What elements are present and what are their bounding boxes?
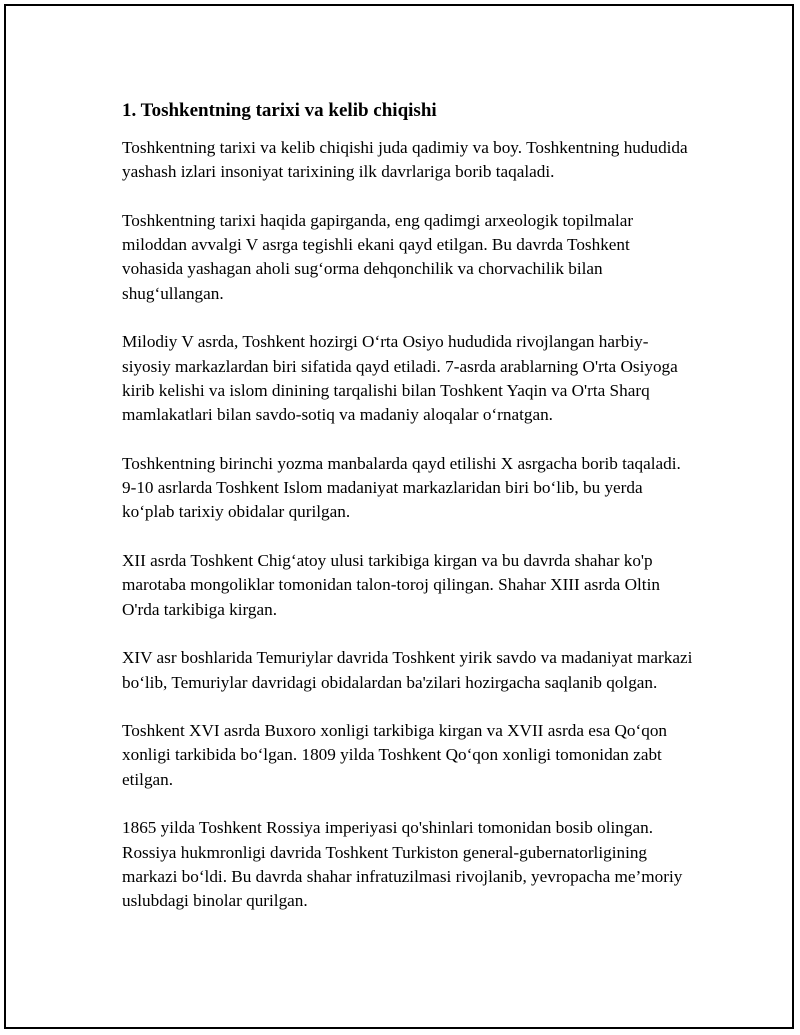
paragraph: Toshkent XVI asrda Buxoro xonligi tarkibiga kirgan va XVII asrda esa Qo‘qon xonligi tarkibida bo‘lgan. 1809 yilda Toshkent Qo‘qon xonligi tomonidan zabt etilgan. bbox=[122, 721, 668, 789]
paragraph: XII asrda Toshkent Chig‘atoy ulusi tarkibiga kirgan va bu davrda shahar ko'p marotaba mongoliklar tomonidan talon-toroj qilingan. Shahar XIII asrda Oltin O'rda tarkibiga kirgan. bbox=[122, 551, 660, 619]
document-title: 1. Toshkentning tarixi va kelib chiqishi bbox=[122, 100, 437, 121]
paragraph: XIV asr boshlarida Temuriylar davrida Toshkent yirik savdo va madaniyat markazi bo‘lib, Temuriylar davridagi obidalardan ba'zilari hozirgacha saqlanib qolgan. bbox=[122, 648, 693, 692]
page-frame bbox=[4, 4, 794, 1029]
paragraph: Toshkentning tarixi va kelib chiqishi juda qadimiy va boy. Toshkentning hududida yashash izlari insoniyat tarixining ilk davrlariga borib taqaladi. bbox=[122, 138, 688, 182]
paragraph: Toshkentning tarixi haqida gapirganda, eng qadimgi arxeologik topilmalar miloddan avvalgi V asrga tegishli ekani qayd etilgan. Bu davrda Toshkent vohasida yashagan aholi sug‘orma dehqonchilik va chorvachilik bilan shug‘ullangan. bbox=[122, 210, 634, 303]
paragraph: Milodiy V asrda, Toshkent hozirgi O‘rta Osiyo hududida rivojlangan harbiy-siyosiy markazlardan biri sifatida qayd etiladi. 7-asrda arablarning O'rta Osiyoga kirib kelishi va islom dinining tarqalishi bilan Toshkent Yaqin va O'rta Sharq mamlakatlari bilan savdo-sotiq va madaniy aloqalar o‘rnatgan. bbox=[122, 332, 678, 425]
paragraph: 1865 yilda Toshkent Rossiya imperiyasi qo'shinlari tomonidan bosib olingan. Rossiya hukmronligi davrida Toshkent Turkiston general-gubernatorligining markazi bo‘ldi. Bu davrda shahar infratuzilmasi rivojlanib, yevropacha me’moriy uslubdagi binolar qurilgan. bbox=[122, 818, 683, 911]
paragraph: Toshkentning birinchi yozma manbalarda qayd etilishi X asrgacha borib taqaladi. 9-10 asrlarda Toshkent Islom madaniyat markazlaridan biri bo‘lib, bu yerda ko‘plab tarixiy obidalar qurilgan. bbox=[122, 453, 681, 522]
document-body bbox=[120, 98, 695, 938]
